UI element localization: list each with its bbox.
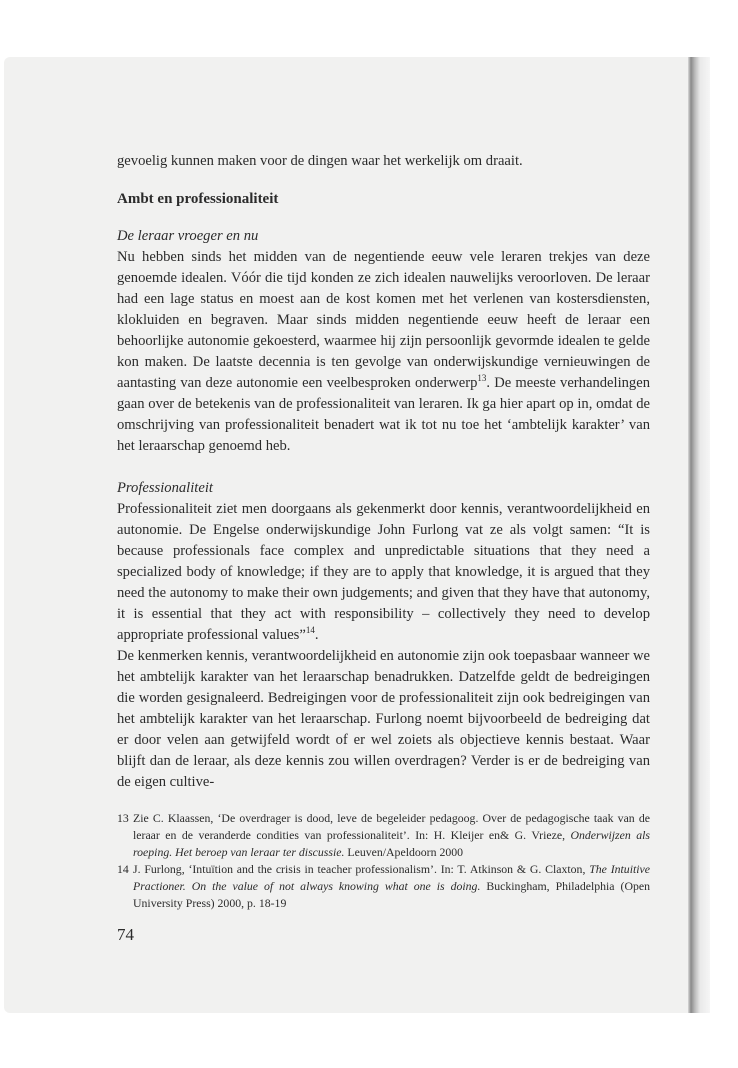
note-ref-14: 14 [305, 625, 315, 636]
footnote-text-a: Zie C. Klaassen, ‘De overdrager is dood, leve de begeleider pedagoog. Over de pedagogische taak van de leraar en de veranderde condities van professionaliteit’. In: H. Kleijer en& G. Vrieze, [133, 811, 650, 842]
footnote-text [133, 810, 650, 861]
page-edge [710, 57, 738, 1013]
paragraph-professionaliteit-text-b: . [314, 627, 319, 643]
subsection-title-leraar: De leraar vroeger en nu [117, 228, 259, 244]
paragraph-professionaliteit-text-a: Professionaliteit ziet men doorgaans als gekenmerkt door kennis, verantwoordelijkheid en autonomie. De Engelse onderwijskundige John Furlong vat ze als volgt samen: “It is because professionals face complex and unpredictable situations that they need a specialized body of knowledge; if they are to apply that knowledge, it is argued that they need the autonomy to make their own judgements; and given that they have that autonomy, it is essential that they act with responsibility – collectively they need to develop appropriate professional values” [117, 501, 650, 643]
paragraph-leraar-text-b: . De meeste verhandelingen gaan over de betekenis van de professionaliteit van leraren. Ik ga hier apart op in, omdat de omschrijving van professionaliteit benadert wat ik tot nu toe het ‘ambtelijk karakter’ van het leraarschap genoemd heb. [117, 375, 650, 454]
page-body [117, 151, 650, 912]
section-title: Ambt en professionaliteit [117, 191, 279, 207]
footnote-number: 14 [117, 862, 129, 876]
footnotes [117, 810, 650, 912]
footnote-14 [117, 861, 650, 912]
lead-line: gevoelig kunnen maken voor de dingen waar het werkelijk om draait. [117, 153, 523, 169]
paragraph-professionaliteit-2: De kenmerken kennis, verantwoordelijkheid en autonomie zijn ook toepasbaar wanneer we het ambtelijk karakter van het leraarschap benadrukken. Datzelfde geldt de bedreigingen die worden gesignaleerd. Bedreigingen voor de professionaliteit zijn ook bedreigingen van het ambtelijk karakter van het leraarschap. Furlong noemt bijvoorbeeld de bedreiging dat er door velen aan getwijfeld wordt of er wel zoiets als objectieve kennis bestaat. Waar blijft dan de leraar, als deze kennis zou willen overdragen? Verder is er de bedreiging van de eigen cultive- [117, 648, 650, 790]
subsection-title-professionaliteit: Professionaliteit [117, 480, 213, 496]
footnote-title: Onderwijzen als roeping. Het beroep van leraar ter discussie. [133, 828, 650, 859]
footnote-number: 13 [117, 811, 129, 825]
footnote-text-b: Leuven/Apeldoorn 2000 [344, 845, 464, 859]
footnote-text-a: J. Furlong, ‘Intuïtion and the crisis in teacher professionalism’. In: T. Atkinson & G. Claxton, [133, 862, 590, 876]
footnote-text [133, 861, 650, 912]
note-ref-13: 13 [477, 373, 487, 384]
paragraph-leraar-text-a: Nu hebben sinds het midden van de negentiende eeuw vele leraren trekjes van deze genoemde idealen. Vóór die tijd konden ze zich idealen nauwelijks veroorloven. De leraar had een lage status en moest aan de kost komen met het verlenen van kostersdiensten, klokluiden en begraven. Maar sinds midden negentiende eeuw heeft de leraar een behoorlijke autonomie gekoesterd, waarmee hij zijn persoonlijk gevormde idealen te gelde kon maken. De laatste decennia is ten gevolge van onderwijskundige vernieuwingen de aantasting van deze autonomie een veelbesproken onderwerp [117, 249, 650, 391]
footnote-text-b: Buckingham, Philadelphia (Open University Press) 2000, p. 18-19 [133, 879, 650, 910]
paragraph-leraar [117, 247, 650, 457]
footnote-title: The Intuitive Practioner. On the value of not always knowing what one is doing. [133, 862, 650, 893]
page-number: 74 [117, 925, 134, 944]
book-spine-shadow [688, 57, 710, 1013]
paragraph-professionaliteit-1 [117, 499, 650, 646]
footnote-13 [117, 810, 650, 861]
